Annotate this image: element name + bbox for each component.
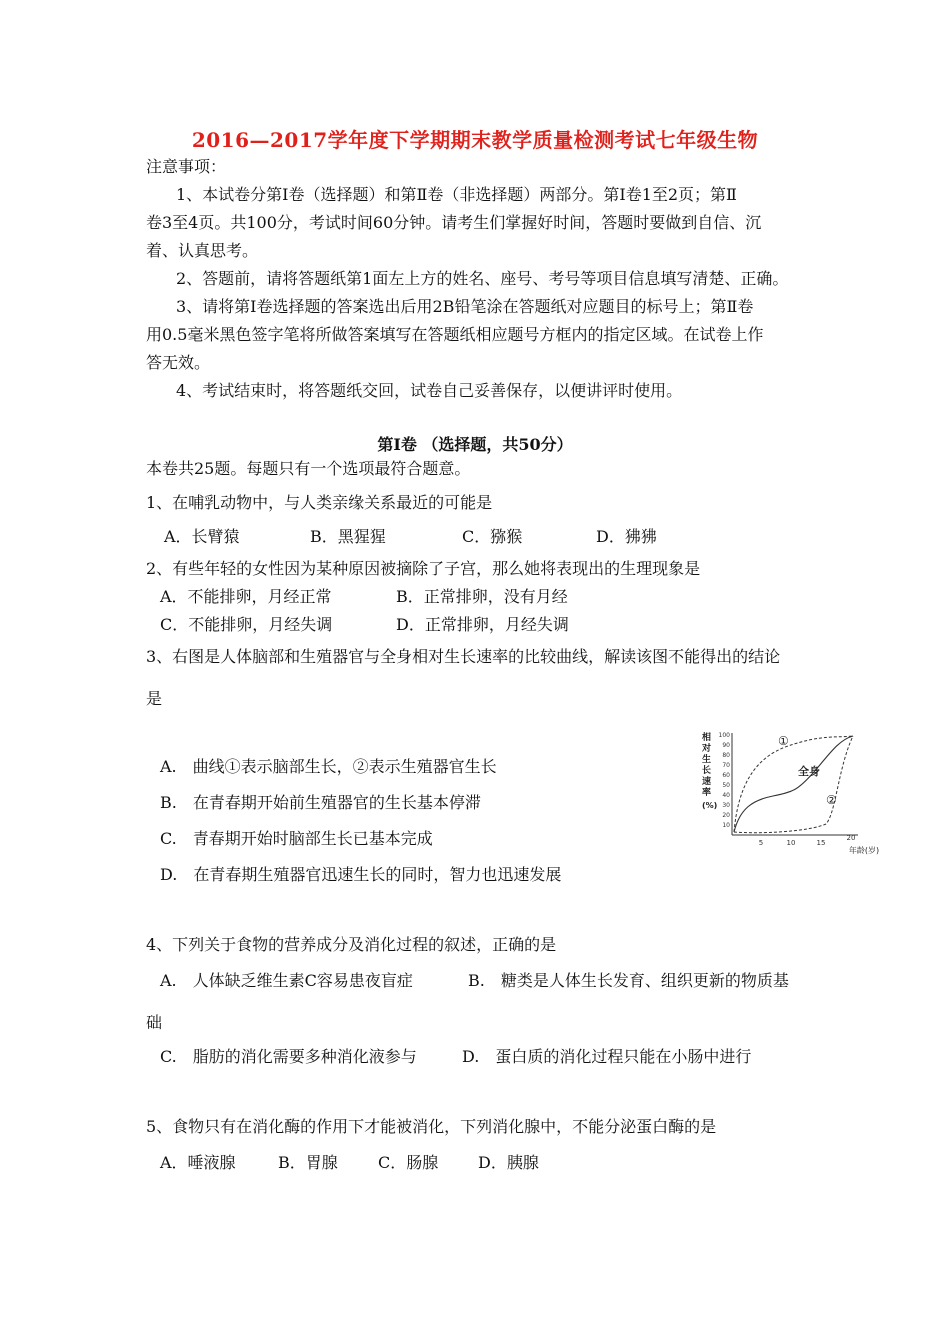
question-5-option-d: D．胰腺 <box>478 1153 539 1172</box>
y-tick-label: 70 <box>722 762 730 769</box>
question-2-stem: 2、有些年轻的女性因为某种原因被摘除了子宫，那么她将表现出的生理现象是 <box>146 559 701 578</box>
question-4-stem: 4、下列关于食物的营养成分及消化过程的叙述，正确的是 <box>146 935 557 954</box>
exam-title: 2016—2017学年度下学期期末教学质量检测考试七年级生物 <box>191 128 759 152</box>
question-5-option-a: A．唾液腺 <box>160 1153 236 1172</box>
svg-text:相: 相 <box>702 733 712 743</box>
y-tick-label: 20 <box>722 812 730 819</box>
y-tick-label: 90 <box>722 742 730 749</box>
question-2-option-d: D．正常排卵，月经失调 <box>396 615 569 634</box>
question-3-option-d: D. 在青春期生殖器官迅速生长的同时，智力也迅速发展 <box>160 865 562 884</box>
question-2-option-b: B．正常排卵，没有月经 <box>396 587 568 606</box>
question-4-option-d: D. 蛋白质的消化过程只能在小肠中进行 <box>462 1047 752 1066</box>
curve-1-label: ① <box>778 734 789 748</box>
curve-2-reproductive <box>734 736 853 833</box>
notice-heading: 注意事项： <box>146 157 227 176</box>
notice-item-2: 2、答题前，请将答题纸第1面左上方的姓名、座号、考号等项目信息填写清楚、正确。 <box>176 269 789 288</box>
svg-text:对: 对 <box>702 744 712 754</box>
x-tick-label: 10 <box>786 839 796 847</box>
question-1-option-a: A．长臂猿 <box>164 527 240 546</box>
question-5-option-c: C．肠腺 <box>378 1153 439 1172</box>
section-heading: 第Ⅰ卷 （选择题，共50分） <box>377 435 573 454</box>
question-3-stem: 3、右图是人体脑部和生殖器官与全身相对生长速率的比较曲线，解读该图不能得出的结论 <box>146 647 781 666</box>
y-tick-label: 60 <box>722 772 730 779</box>
question-4-option-b: B. 糖类是人体生长发育、组织更新的物质基 <box>468 971 789 990</box>
notice-item-1-cont: 着、认真思考。 <box>146 241 259 260</box>
svg-text:率: 率 <box>702 788 712 798</box>
notice-item-3-cont: 用0.5毫米黑色签字笔将所做答案填写在答题纸相应题号方框内的指定区域。在试卷上作 <box>146 325 764 344</box>
figure-x-label: 年龄(岁) <box>848 846 880 855</box>
notice-item-1-cont: 卷3至4页。共100分，考试时间60分钟。请考生们掌握好时间，答题时要做到自信、沉 <box>146 213 762 232</box>
question-2-option-c: C．不能排卵，月经失调 <box>160 615 333 634</box>
question-1-stem: 1、在哺乳动物中，与人类亲缘关系最近的可能是 <box>146 493 493 512</box>
figure-y-label <box>701 731 717 810</box>
y-tick-label: 80 <box>722 752 730 759</box>
question-3-option-b: B. 在青春期开始前生殖器官的生长基本停滞 <box>160 793 481 812</box>
growth-rate-figure <box>698 728 898 858</box>
curve-whole-body <box>734 736 853 832</box>
question-4-option-a: A. 人体缺乏维生素C容易患夜盲症 <box>160 971 413 990</box>
x-tick-label: 5 <box>758 839 764 847</box>
question-4-option-b-cont: 础 <box>146 1013 163 1032</box>
notice-item-3-cont: 答无效。 <box>146 353 211 372</box>
question-5-stem: 5、食物只有在消化酶的作用下才能被消化，下列消化腺中，不能分泌蛋白酶的是 <box>146 1117 717 1136</box>
question-3-option-c: C. 青春期开始时脑部生长已基本完成 <box>160 829 433 848</box>
question-5-option-b: B．胃腺 <box>278 1153 338 1172</box>
svg-text:生: 生 <box>702 755 712 765</box>
svg-text:长: 长 <box>702 766 712 776</box>
svg-text:速: 速 <box>702 777 712 787</box>
curve-1-brain <box>734 736 853 832</box>
x-tick-label: 20 <box>846 834 856 842</box>
y-tick-label: 10 <box>722 822 730 829</box>
notice-item-1: 1、本试卷分第Ⅰ卷（选择题）和第Ⅱ卷（非选择题）两部分。第Ⅰ卷1至2页；第Ⅱ <box>176 185 737 204</box>
question-1-option-d: D．狒狒 <box>596 527 657 546</box>
question-1-option-b: B．黑猩猩 <box>310 527 386 546</box>
y-tick-label: 30 <box>722 802 730 809</box>
section-intro: 本卷共25题。每题只有一个选项最符合题意。 <box>146 459 471 478</box>
figure-x-ticks <box>759 834 856 847</box>
question-3-stem-cont: 是 <box>146 689 163 708</box>
y-tick-label: 100 <box>718 732 730 739</box>
curve-2-label: ② <box>826 793 837 807</box>
question-2-option-a: A．不能排卵，月经正常 <box>160 587 332 606</box>
question-1-option-c: C．猕猴 <box>462 527 523 546</box>
svg-text:(%): (%) <box>702 801 718 810</box>
notice-item-4: 4、考试结束时，将答题纸交回，试卷自己妥善保存，以便讲评时使用。 <box>176 381 683 400</box>
x-tick-label: 15 <box>816 839 826 847</box>
y-tick-label: 40 <box>722 792 730 799</box>
notice-item-3: 3、请将第Ⅰ卷选择题的答案选出后用2B铅笔涂在答题纸对应题目的标号上；第Ⅱ卷 <box>176 297 754 316</box>
question-3-option-a: A. 曲线①表示脑部生长，②表示生殖器官生长 <box>160 757 497 776</box>
whole-body-label: 全身 <box>798 765 820 778</box>
figure-y-ticks <box>719 732 731 829</box>
question-4-option-c: C. 脂肪的消化需要多种消化液参与 <box>160 1047 417 1066</box>
y-tick-label: 50 <box>722 782 730 789</box>
